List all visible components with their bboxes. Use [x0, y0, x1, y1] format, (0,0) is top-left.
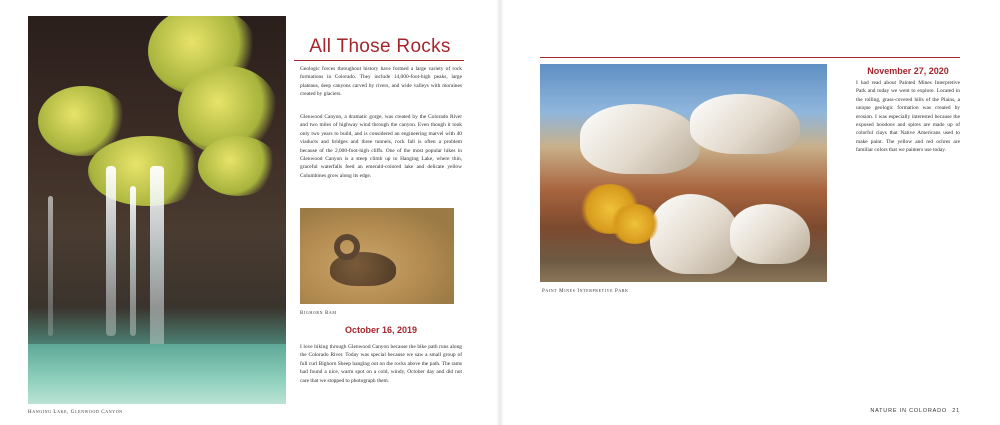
title-rule: [294, 60, 464, 61]
waterfall-stream: [150, 166, 164, 356]
hoodoo-rock: [580, 104, 700, 174]
page-gutter: [496, 0, 504, 425]
paint-mines-painting: [540, 64, 827, 282]
header-rule: [540, 57, 960, 58]
foliage-blob: [198, 136, 278, 196]
page-folio: [867, 408, 960, 414]
hoodoo-rock: [730, 204, 810, 264]
folio-label: NATURE IN COLORADO: [870, 408, 947, 414]
intro-paragraph: Geologic forces throughout history have formed a large variety of rock formations in Colorado. They include 14,000-foot-high peaks, large plateaus, deep canyons carved by rivers, and wide valleys with moraines created by glaciers.: [300, 66, 462, 98]
bighorn-ram-painting: [300, 208, 454, 304]
journal-entry: I love biking through Glenwood Canyon because the bike path runs along the Colorado River. Today was special because we saw a small group of full curl Bighorn Sheep hanging out on the rocks above the path. The rams had found a nice, warm spot on a cold, windy, October day and did not care that we stopped to photograph them.: [300, 344, 462, 384]
journal-entry: I had read about Painted Mines Interpretive Park and today we went to explore. Located in the rolling, grass-covered hills of the Plains, a unique geologic formation was created by erosion. I was especially interested because the exposed hoodoos and spires are made up of colorful clays that Native Americans used to make paint. The yellow and red ochres are familiar colors that we painters use today.: [856, 80, 960, 154]
hanging-lake-caption: Hanging Lake, Glenwood Canyon: [28, 410, 123, 415]
paint-mines-caption: Paint Mines Interpretive Park: [542, 289, 629, 294]
journal-date-heading: November 27, 2020: [867, 66, 949, 76]
waterfall-stream: [48, 196, 53, 336]
bighorn-ram-caption: Bighorn Ram: [300, 311, 337, 316]
waterfall-stream: [106, 166, 116, 336]
hanging-lake-painting: [28, 16, 286, 404]
yellow-shrub: [610, 204, 660, 244]
ram-horn: [334, 234, 360, 260]
page-number: 21: [952, 408, 960, 414]
intro-paragraph: Glenwood Canyon, a dramatic gorge, was created by the Colorado River and two miles of highway wind through the canyon. Even though it took only two years to build, and is considered an engineering marvel with 40 viaducts and bridges and three tunnels, rock fall is often a problem because of the 2,000-foot-high cliffs. One of the most popular hikes in Glenwood Canyon is a steep climb up to Hanging Lake, where thin, graceful waterfalls feed an emerald-colored lake and delicate yellow Columbines grow along its edge.: [300, 114, 462, 179]
hoodoo-rock: [650, 194, 740, 274]
journal-date-heading: October 16, 2019: [344, 325, 418, 335]
emerald-pool: [28, 344, 286, 404]
page-title: All Those Rocks: [309, 36, 451, 57]
waterfall-stream: [130, 186, 136, 336]
hoodoo-rock: [690, 94, 800, 154]
